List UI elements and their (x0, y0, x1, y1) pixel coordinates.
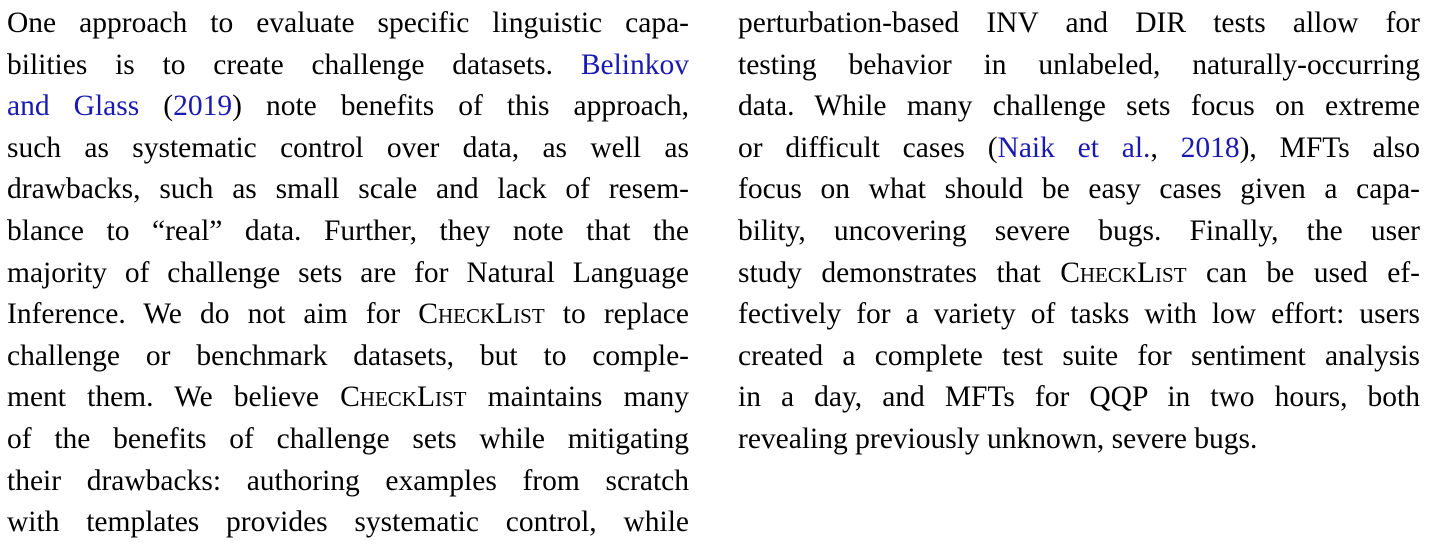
text-span: ), MFTs also (1239, 131, 1420, 164)
text-span: One approach to evaluate specific linguistic capa- (7, 7, 689, 39)
text-line (738, 2, 1420, 44)
text-line (738, 252, 1420, 294)
text-span: ment them. We believe (7, 381, 341, 414)
text-span: or difficult cases ( (738, 131, 998, 164)
text-line (7, 501, 689, 543)
citation-link[interactable]: and Glass (7, 90, 140, 123)
text-line (7, 85, 689, 127)
text-span: , (1150, 131, 1181, 164)
text-span: maintains many (466, 381, 689, 414)
text-span: data. While many challenge sets focus on extreme (738, 90, 1420, 123)
text-line (738, 293, 1420, 335)
text-line (7, 460, 689, 502)
text-line (7, 376, 689, 418)
checklist-name: CheckList (340, 381, 467, 414)
text-span: of the benefits of challenge sets while mitigating (7, 423, 689, 455)
text-span: fectively for a variety of tasks with low effort: users (738, 298, 1420, 331)
text-line (7, 418, 689, 460)
text-line (738, 85, 1420, 127)
text-line (738, 44, 1420, 86)
text-span: drawbacks, such as small scale and lack of resem- (7, 173, 689, 206)
text-span: bilities is to create challenge datasets. (7, 48, 581, 81)
text-span: blance to “real” data. Further, they note that the (7, 215, 689, 247)
text-line (7, 127, 689, 169)
checklist-name: CheckList (1060, 256, 1187, 289)
text-span: created a complete test suite for sentiment analysis (738, 339, 1420, 372)
text-span: in a day, and MFTs for QQP in two hours, both (738, 381, 1420, 414)
text-line (7, 335, 689, 377)
text-span: with templates provides systematic control, while (7, 506, 689, 539)
text-span: to replace (544, 298, 689, 331)
citation-link[interactable]: Naik et al. (997, 131, 1151, 164)
checklist-name: CheckList (418, 298, 545, 331)
text-span: testing behavior in unlabeled, naturally-occurring (738, 48, 1420, 81)
text-line (7, 168, 689, 210)
text-line (738, 210, 1420, 252)
text-span: ( (139, 90, 174, 123)
text-line (7, 252, 689, 294)
text-span: revealing previously unknown, severe bugs. (738, 423, 1258, 455)
text-line (7, 2, 689, 44)
text-span: challenge or benchmark datasets, but to comple- (7, 339, 689, 372)
text-line (738, 376, 1420, 418)
text-span: focus on what should be easy cases given a capa- (738, 173, 1420, 206)
text-line (738, 127, 1420, 169)
text-line (7, 210, 689, 252)
citation-link[interactable]: 2019 (173, 90, 233, 123)
text-span: perturbation-based INV and DIR tests allow for (738, 7, 1420, 39)
text-span: their drawbacks: authoring examples from scratch (7, 464, 689, 497)
text-line (7, 44, 689, 86)
text-span: ) note benefits of this approach, (232, 90, 689, 123)
text-line (738, 418, 1420, 460)
text-span: majority of challenge sets are for Natural Language (7, 256, 689, 289)
text-span: study demonstrates that (738, 256, 1061, 289)
text-span: such as systematic control over data, as well as (7, 131, 689, 164)
text-span: bility, uncovering severe bugs. Finally, the user (738, 215, 1420, 247)
text-span: Inference. We do not aim for (7, 298, 419, 331)
text-span: can be used ef- (1186, 256, 1420, 289)
text-line (7, 293, 689, 335)
text-line (738, 168, 1420, 210)
text-line (738, 335, 1420, 377)
citation-link[interactable]: 2018 (1180, 131, 1240, 164)
citation-link[interactable]: Belinkov (580, 48, 689, 81)
